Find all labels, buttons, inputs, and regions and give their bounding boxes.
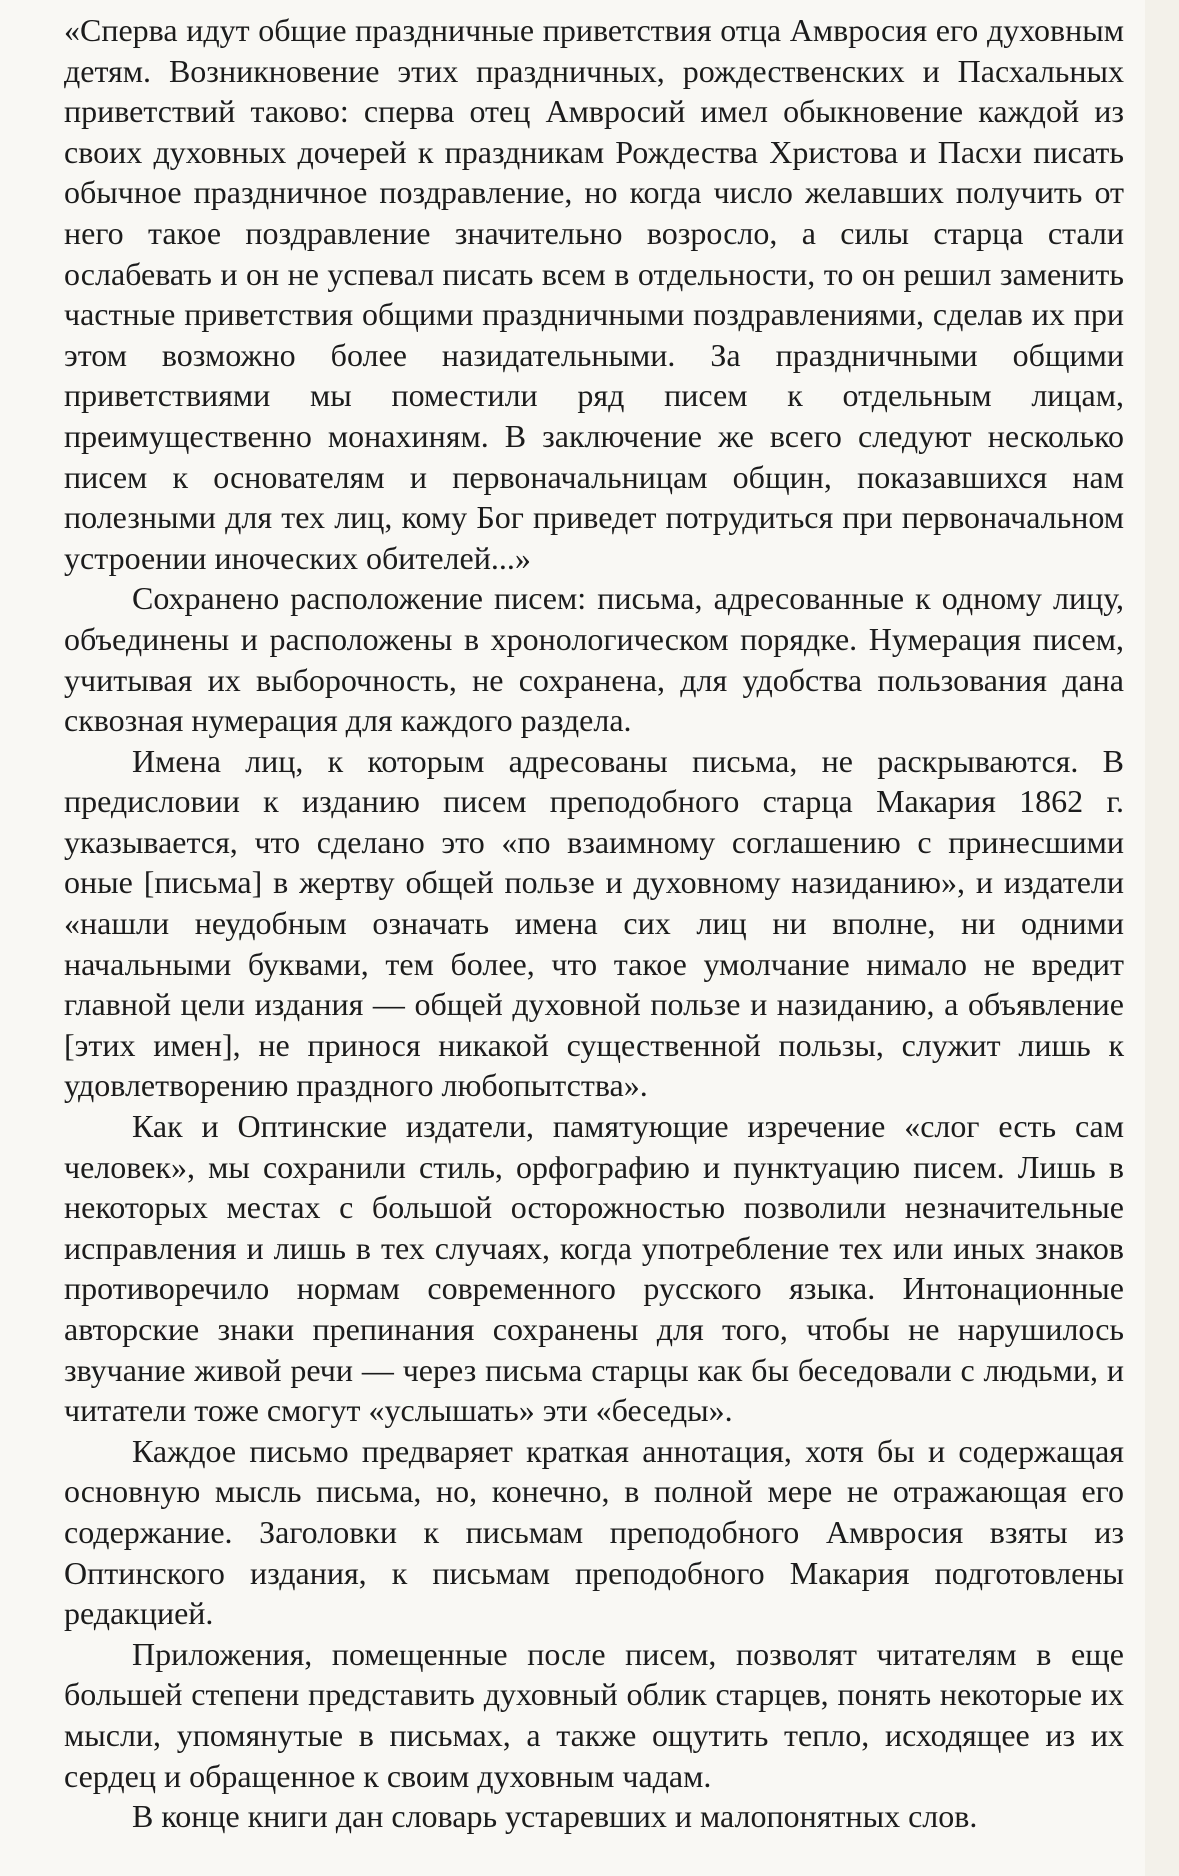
paragraph-letter-order: Сохранено расположение писем: письма, адресованные к одному лицу, объединены и расположены в хронологическом порядке. Нумерация писем, учитывая их выборочность, не сохранена, для удобства пользования дана сквозная нумерация для каждого раздела. [64,580,1124,739]
body-text [64,10,1124,1837]
page-right-margin [1145,0,1179,1876]
paragraph-quote: «Сперва идут общие праздничные приветствия отца Амвросия его духовным детям. Возникновение этих праздничных, рождественских и Пасхальных приветствий таково: сперва отец Амвросий имел обыкновение каждой из своих духовных дочерей к праздникам Рождества Христова и Пасхи писать обычное праздничное поздравление, но когда число желавших получить от него такое поздравление значительно возросло, а силы старца стали ослабевать и он не успевал писать всем в отдельности, то он решил заменить частные приветствия общими праздничными поздравлениями, сделав их при этом возможно более назидательными. За праздничными общими приветствиями мы поместили ряд писем к отдельным лицам, преимущественно монахиням. В заключение же всего следуют несколько писем к основателям и первоначальницам общин, показавшихся нам полезными для тех лиц, кому Бог приведет потрудиться при первоначальном устроении иноческих обителей...» [64,12,1124,576]
paragraph-annotations: Каждое письмо предваряет краткая аннотация, хотя бы и содержащая основную мысль письма, но, конечно, в полной мере не отражающая его содержание. Заголовки к письмам преподобного Амвросия взяты из Оптинского издания, к письмам преподобного Макария подготовлены редакцией. [64,1432,1124,1632]
paragraph-glossary: В конце книги дан словарь устаревших и малопонятных слов. [132,1798,978,1835]
paragraph-appendices: Приложения, помещенные после писем, позволят читателям в еще большей степени представить духовный облик старцев, понять некоторые их мысли, упомянутые в письмах, а также ощутить тепло, исходящее из их сердец и обращенное к своим духовным чадам. [64,1635,1124,1794]
paragraph-style-preserved: Как и Оптинские издатели, памятующие изречение «слог есть сам человек», мы сохранили стиль, орфографию и пунктуацию писем. Лишь в некоторых местах с большой осторожностью позволили незначительные исправления и лишь в тех случаях, когда употребление тех или иных знаков противоречило нормам современного русского языка. Интонационные авторские знаки препинания сохранены для того, чтобы не нарушилось звучание живой речи — через письма старцы как бы беседовали с людьми, и читатели тоже смогут «услышать» эти «беседы». [64,1108,1124,1429]
paragraph-names-undisclosed: Имена лиц, к которым адресованы письма, не раскрываются. В предисловии к изданию писем преподобного старца Макария 1862 г. указывается, что сделано это «по взаимному соглашению с принесшими оные [письма] в жертву общей пользе и духовному назиданию», и издатели «нашли неудобным означать имена сих лиц ни вполне, ни одними начальными буквами, тем более, что такое умолчание нимало не вредит главной цели издания — общей духовной пользе и назиданию, а объявление [этих имен], не принося никакой существенной пользы, служит лишь к удовлетворению праздного любопытства». [64,742,1124,1104]
